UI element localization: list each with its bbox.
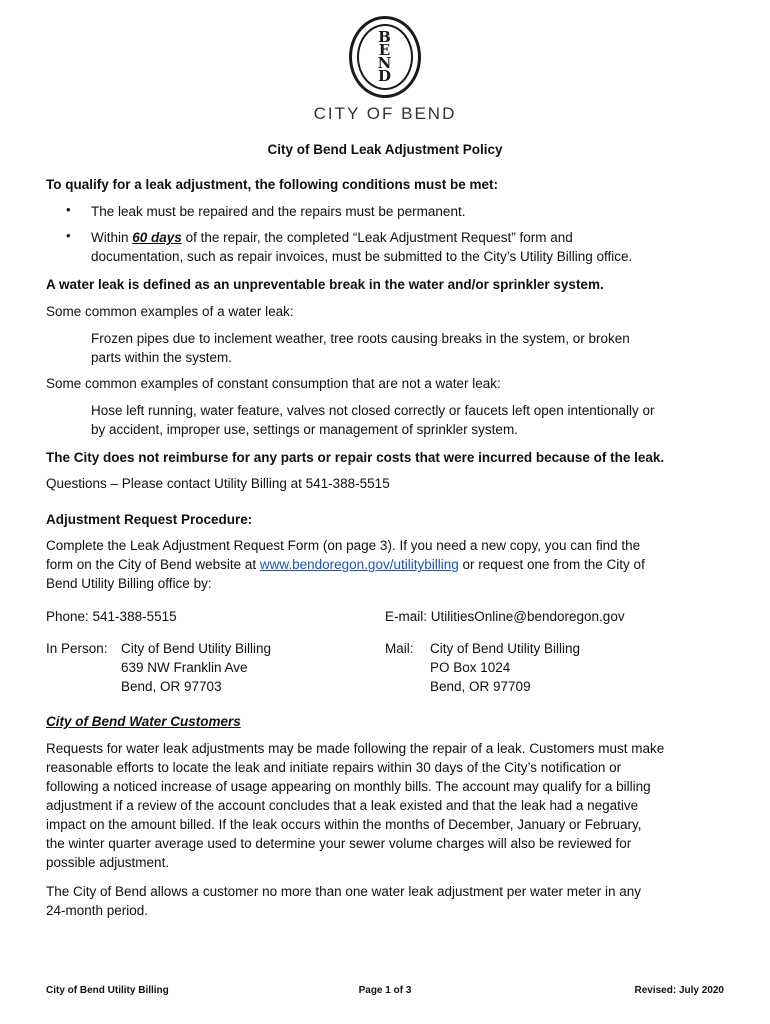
leak-examples-intro: Some common examples of a water leak: [46, 304, 294, 319]
logo-city-name: CITY OF BEND [313, 104, 457, 123]
document-title: City of Bend Leak Adjustment Policy [267, 142, 503, 157]
utility-billing-link[interactable]: www.bendoregon.gov/utilitybilling [259, 557, 459, 572]
mail-address: City of Bend Utility Billing PO Box 1024 Bend, OR 97709 [430, 641, 581, 694]
city-logo [0, 16, 770, 124]
qualify-heading: To qualify for a leak adjustment, the following conditions must be met: [46, 177, 499, 192]
leak-definition: A water leak is defined as an unpreventable break in the water and/or sprinkler system. [46, 277, 604, 292]
procedure-heading: Adjustment Request Procedure: [46, 512, 253, 527]
footer-left: City of Bend Utility Billing [46, 985, 169, 996]
mail-label: Mail: [385, 641, 414, 656]
email-contact: E-mail: UtilitiesOnline@bendoregon.gov [385, 609, 625, 624]
condition-1: The leak must be repaired and the repairs must be permanent. [91, 204, 466, 219]
bullet-icon: • [66, 228, 71, 243]
customers-paragraph-2: The City of Bend allows a customer no more than one water leak adjustment per water meter in any 24-month period. [46, 884, 642, 918]
in-person-address: City of Bend Utility Billing 639 NW Franklin Ave Bend, OR 97703 [121, 641, 272, 694]
customers-paragraph-1: Requests for water leak adjustments may be made following the repair of a leak. Customers must make reasonable efforts to locate the leak and initiate repairs within 30 days of the City’s notification or following a noticed increase of usage appearing on monthly bills. The account may qualify for a billing adjustment if a review of the account concludes that a leak existed and that the leak had a negative impact on the amount billed. If the leak occurs within the months of December, January or February, the winter quarter average used to determine your sewer volume charges will also be reviewed for possible adjustment. [46, 741, 665, 870]
bullet-icon: • [66, 202, 71, 217]
footer-revised: Revised: July 2020 [634, 985, 724, 996]
leak-examples: Frozen pipes due to inclement weather, tree roots causing breaks in the system, or broken parts within the system. [91, 331, 630, 365]
questions-contact: Questions – Please contact Utility Billing at 541-388-5515 [46, 476, 390, 491]
procedure-text: Complete the Leak Adjustment Request Form (on page 3). If you need a new copy, you can find the form on the City of Bend website at www.bendoregon.gov/utilitybilling or request one from the City of Bend Utility Billing office by: [46, 538, 645, 591]
sixty-days-emphasis: 60 days [132, 230, 182, 245]
consumption-examples: Hose left running, water feature, valves not closed correctly or faucets left open intentionally or by accident, improper use, settings or management of sprinkler system. [91, 403, 655, 437]
bend-seal-icon: B E N D [349, 16, 421, 98]
footer-page-number: Page 1 of 3 [358, 985, 412, 996]
reimburse-notice: The City does not reimburse for any parts or repair costs that were incurred because of the leak. [46, 450, 665, 465]
in-person-label: In Person: [46, 641, 108, 656]
condition-2: Within 60 days of the repair, the completed “Leak Adjustment Request” form and documentation, such as repair invoices, must be submitted to the City’s Utility Billing office. [91, 230, 633, 264]
consumption-intro: Some common examples of constant consumption that are not a water leak: [46, 376, 501, 391]
phone-contact: Phone: 541-388-5515 [46, 609, 177, 624]
customers-heading: City of Bend Water Customers [46, 714, 241, 729]
